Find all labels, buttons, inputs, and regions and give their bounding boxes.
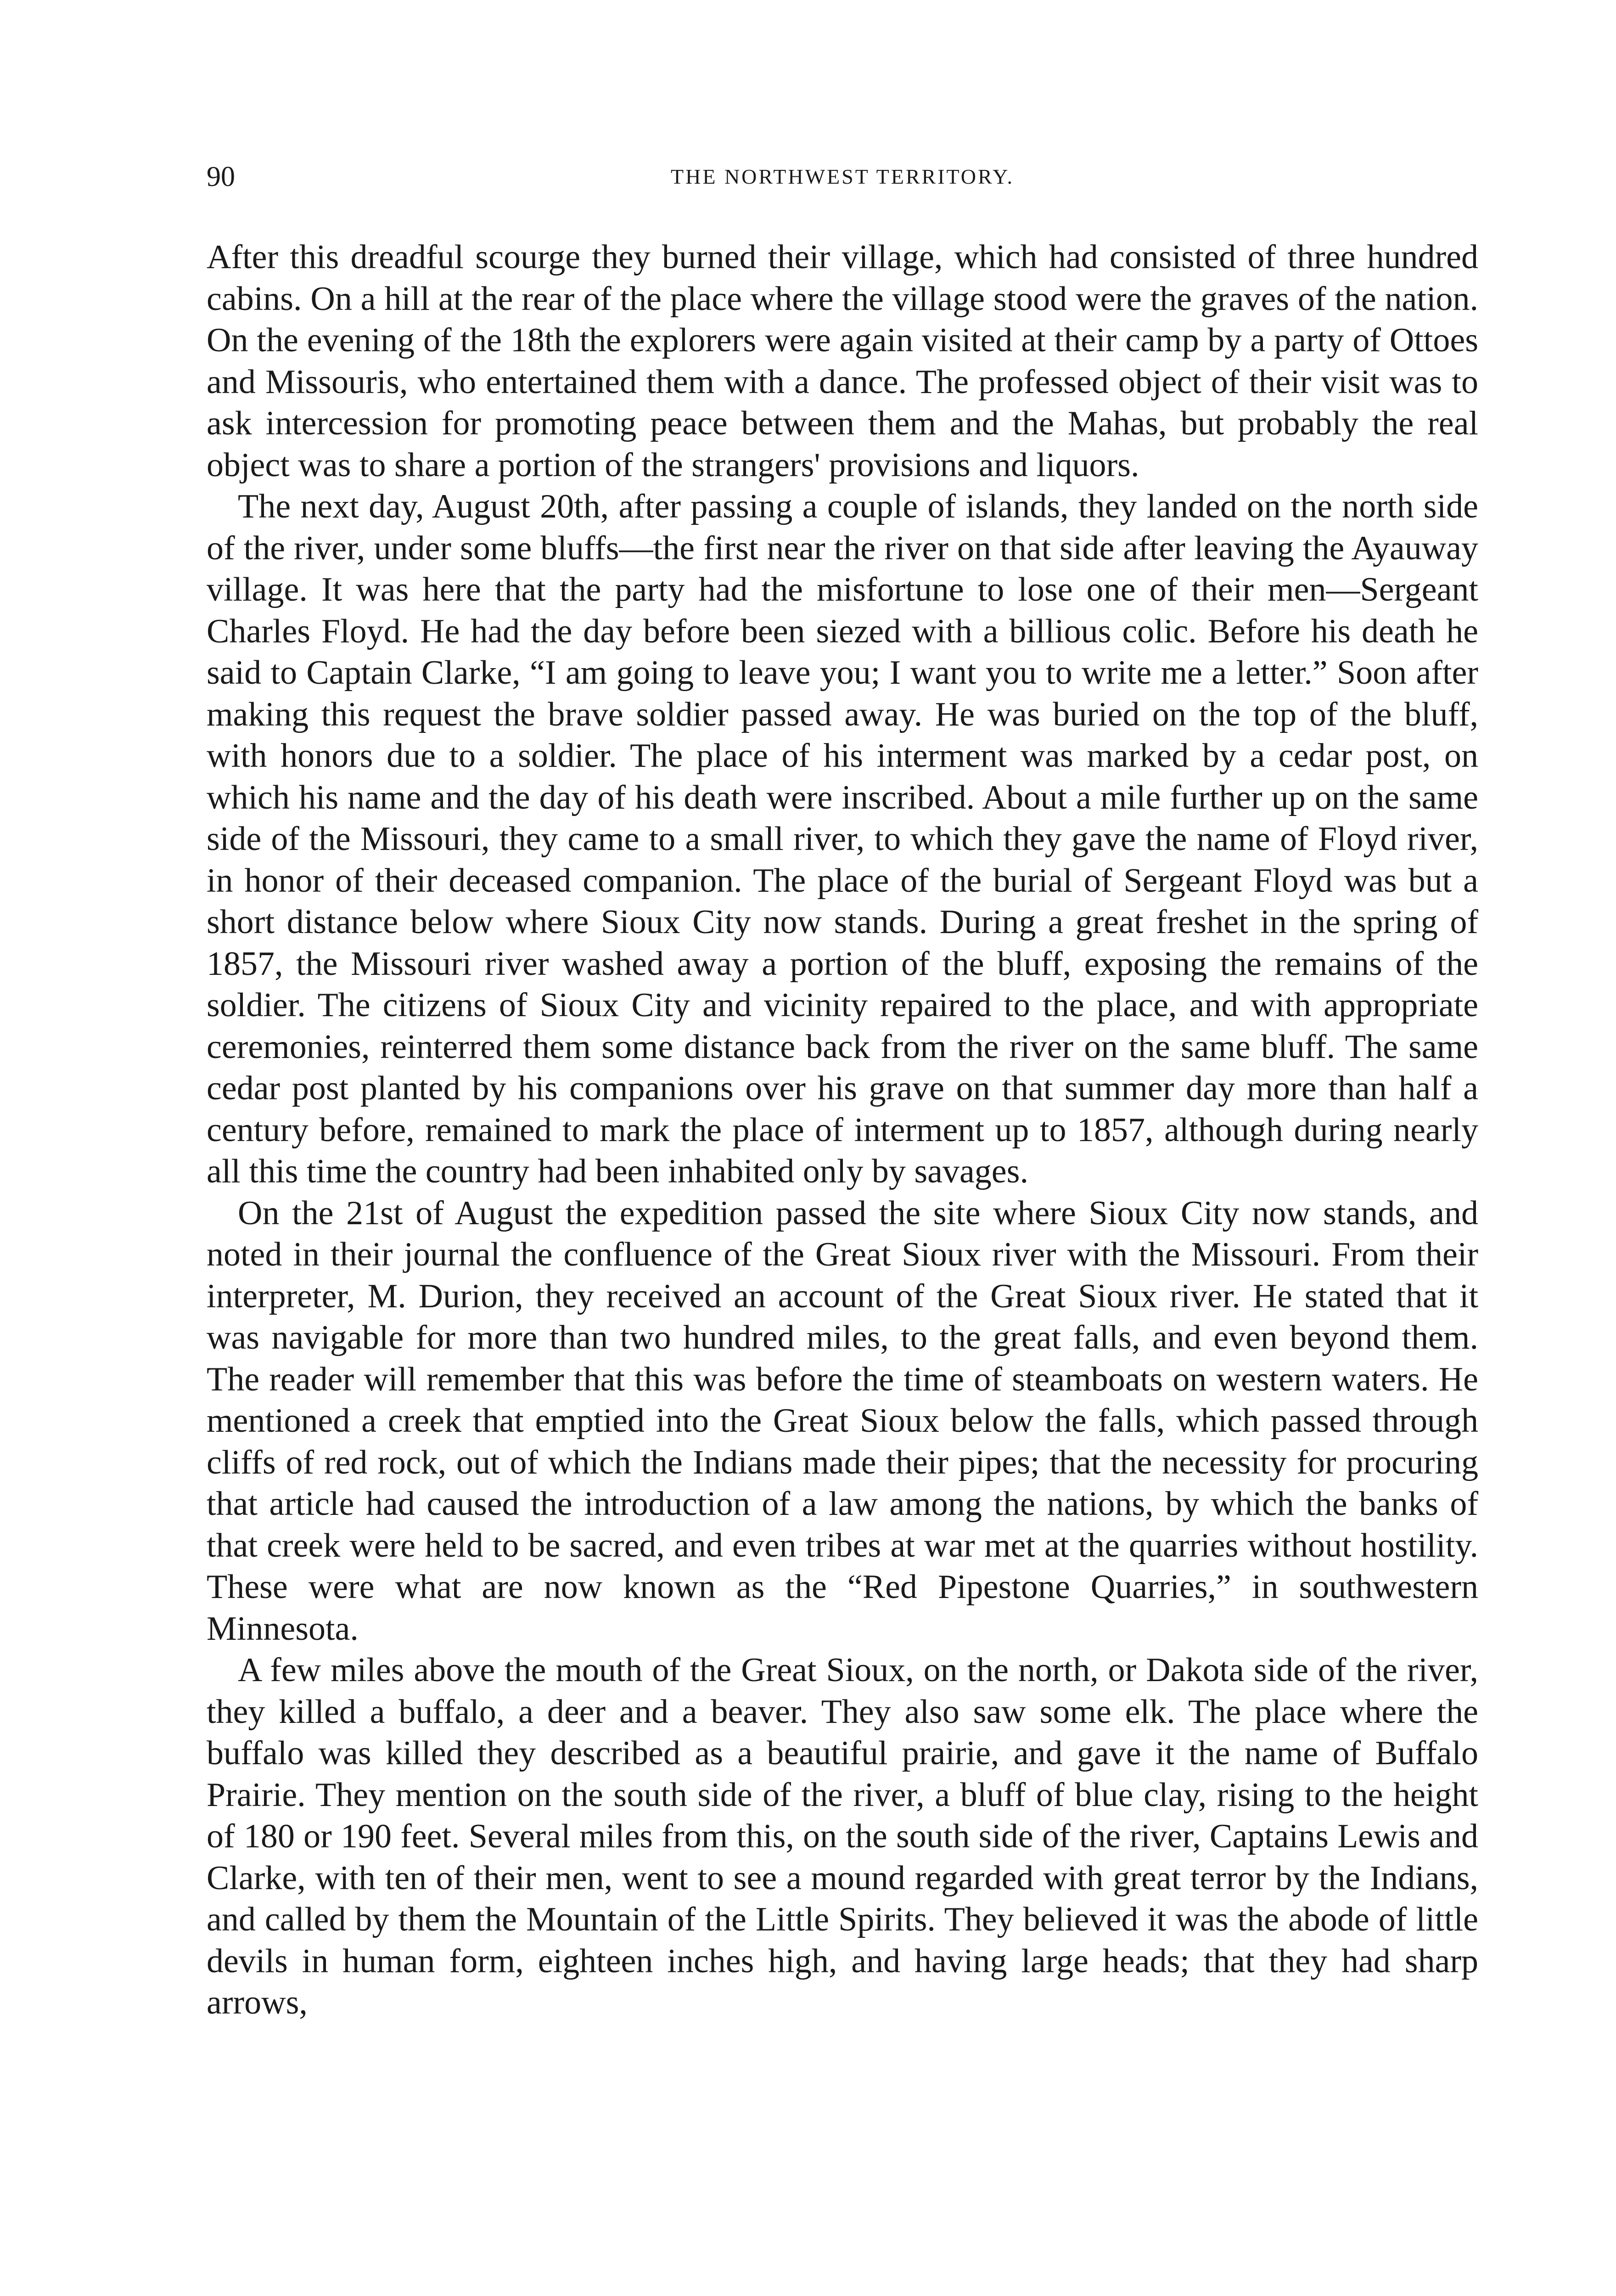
paragraph-continued: After this dreadful scourge they burned their village, which had consisted of three hundred cabins. On a hill at the rear of the place where the village stood were the graves of the nation. On the evening of the 18th the explorers were again visited at their camp by a party of Ottoes and Missouris, who entertained them with a dance. The professed object of their visit was to ask intercession for promoting peace between them and the Mahas, but probably the real object was to share a portion of the strangers' provisions and liquors.	[207, 238, 1478, 484]
body-text	[207, 236, 1478, 2024]
paragraph-floyd-death: The next day, August 20th, after passing a couple of islands, they landed on the north side of the river, under some bluffs—the first near the river on that side after leaving the Ayauway village. It was here that the party had the misfortune to lose one of their men—Sergeant Charles Floyd. He had the day before been siezed with a billious colic. Before his death he said to Captain Clarke, “I am going to leave you; I want you to write me a letter.” Soon after making this request the brave soldier passed away. He was buried on the top of the bluff, with honors due to a soldier. The place of his interment was marked by a cedar post, on which his name and the day of his death were inscribed. About a mile further up on the same side of the Missouri, they came to a small river, to which they gave the name of Floyd river, in honor of their deceased companion. The place of the burial of Sergeant Floyd was but a short distance below where Sioux City now stands. During a great freshet in the spring of 1857, the Missouri river washed away a portion of the bluff, exposing the remains of the soldier. The citizens of Sioux City and vicinity repaired to the place, and with appropriate ceremonies, reinterred them some distance back from the river on the same bluff. The same cedar post planted by his companions over his grave on that summer day more than half a century before, remained to mark the place of interment up to 1857, although during nearly all this time the country had been inhabited only by savages.	[207, 488, 1478, 1190]
running-title: THE NORTHWEST TERRITORY.	[671, 165, 1014, 188]
paragraph-great-sioux: On the 21st of August the expedition passed the site where Sioux City now stands, and noted in their journal the confluence of the Great Sioux river with the Missouri. From their interpreter, M. Durion, they received an account of the Great Sioux river. He stated that it was navigable for more than two hundred miles, to the great falls, and even beyond them. The reader will remember that this was before the time of steamboats on western waters. He mentioned a creek that emptied into the Great Sioux below the falls, which passed through cliffs of red rock, out of which the Indians made their pipes; that the necessity for procuring that article had caused the introduction of a law among the nations, by which the banks of that creek were held to be sacred, and even tribes at war met at the quarries without hostility. These were what are now known as the “Red Pipestone Quarries,” in southwestern Minnesota.	[207, 1194, 1478, 1648]
running-head	[207, 156, 1478, 197]
page-number: 90	[207, 161, 235, 192]
paragraph-buffalo-prairie: A few miles above the mouth of the Great Sioux, on the north, or Dakota side of the river, they killed a buffalo, a deer and a beaver. They also saw some elk. The place where the buffalo was killed they described as a beautiful prairie, and gave it the name of Buffalo Prairie. They mention on the south side of the river, a bluff of blue clay, rising to the height of 180 or 190 feet. Several miles from this, on the south side of the river, Captains Lewis and Clarke, with ten of their men, went to see a mound regarded with great terror by the Indians, and called by them the Mountain of the Little Spirits. They believed it was the abode of little devils in human form, eighteen inches high, and having large heads; that they had sharp arrows,	[207, 1651, 1478, 2021]
